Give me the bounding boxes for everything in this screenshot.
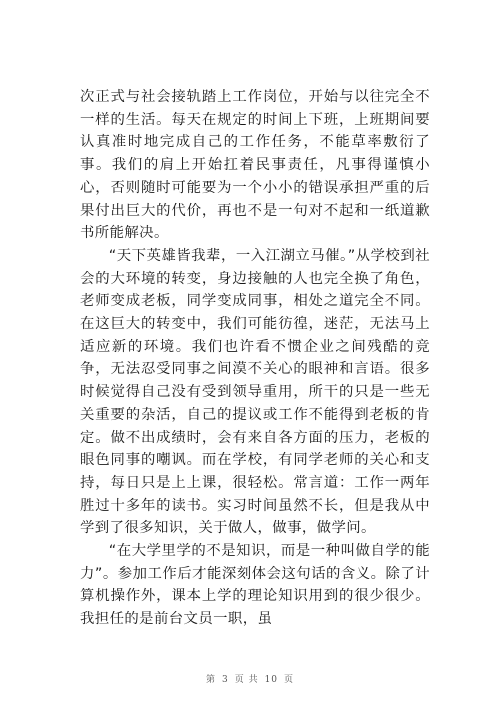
footer-middle: 页 共 <box>234 675 259 685</box>
page-footer <box>0 672 500 685</box>
paragraph-3: “在大学里学的不是知识，而是一种叫做自学的能力”。参加工作后才能深刻体会这句话的含义。除了计算机操作外，课本上学的理论知识用到的很少很少。我担任的是前台文员一职，虽 <box>80 543 430 628</box>
footer-current-page: 3 <box>221 675 229 685</box>
paragraph-1: 次正式与社会接轨踏上工作岗位，开始与以往完全不一样的生活。每天在规定的时间上下班，上班期间要认真准时地完成自己的工作任务，不能草率敷衍了事。我们的肩上开始扛着民事责任，凡事得谨慎小心，否则随时可能要为一个小小的错误承担严重的后果付出巨大的代价，再也不是一句对不起和一纸道歉书所能解决。 <box>80 89 430 242</box>
footer-prefix: 第 <box>205 675 216 685</box>
footer-total-pages: 10 <box>264 675 279 685</box>
paragraph-2: “天下英雄皆我辈，一入江湖立马催。”从学校到社会的大环境的转变，身边接触的人也完全换了角色，老师变成老板，同学变成同事，相处之道完全不同。在这巨大的转变中，我们可能彷徨，迷茫，无法马上适应新的环境。我们也许看不惯企业之间残酷的竞争，无法忍受同事之间漠不关心的眼神和言语。很多时候觉得自己没有受到领导重用，所干的只是一些无关重要的杂活，自己的提议或工作不能得到老板的肯定。做不出成绩时，会有来自各方面的压力，老板的眼色同事的嘲讽。而在学校，有同学老师的关心和支持，每日只是上上课，很轻松。常言道：工作一两年胜过十多年的读书。实习时间虽然不长，但是我从中学到了很多知识，关于做人，做事，做学问。 <box>80 247 430 537</box>
footer-suffix: 页 <box>284 675 295 685</box>
document-body <box>80 86 430 631</box>
